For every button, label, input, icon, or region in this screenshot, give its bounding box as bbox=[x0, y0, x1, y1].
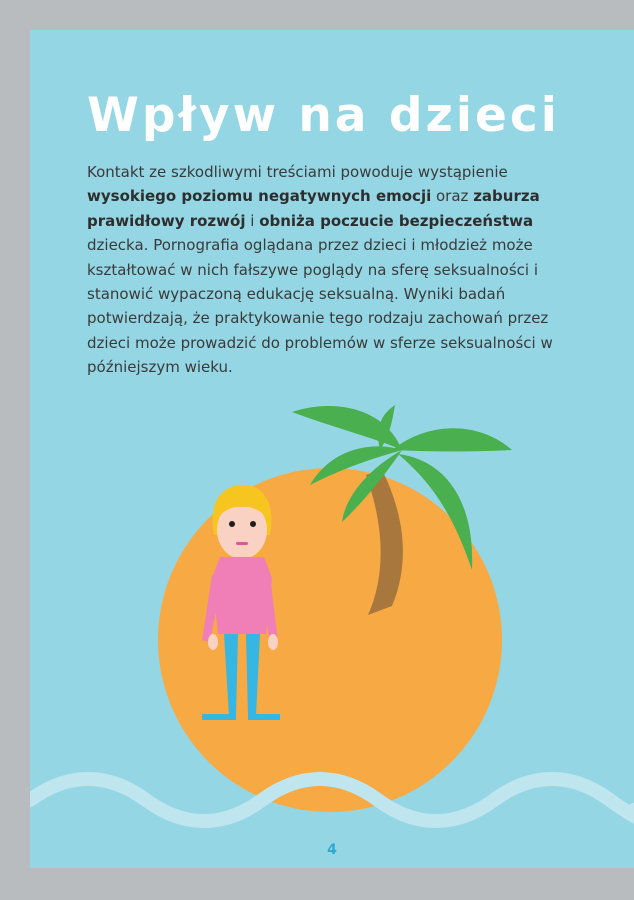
emphasis-negative-emotions: wysokiego poziomu negatywnych emocji bbox=[87, 187, 432, 206]
text-segment: i bbox=[245, 211, 260, 230]
text-segment: oraz bbox=[431, 187, 474, 206]
emphasis-lowers-safety: obniża poczucie bezpieczeństwa bbox=[259, 211, 534, 230]
page bbox=[30, 30, 634, 868]
text-segment: dziecka. Pornografia oglądana przez dzieci i młodzież może kształtować w nich fałszywe poglądy na sferę seksualności i stanowić wypaczoną edukację seksualną. Wyniki badań potwierdzają, że praktykowanie tego rodzaju zachowań przez dzieci może prowadzić do problemów w sferze seksualności w późniejszym wieku. bbox=[87, 236, 553, 377]
text-segment: Kontakt ze szkodliwymi treściami powoduje wystąpienie bbox=[87, 163, 508, 181]
island-illustration bbox=[30, 30, 634, 868]
page-number: 4 bbox=[327, 842, 337, 858]
emphasis-disrupts-development: zaburza prawidłowy rozwój bbox=[87, 187, 540, 230]
page-title: Wpływ na dzieci bbox=[87, 88, 560, 143]
